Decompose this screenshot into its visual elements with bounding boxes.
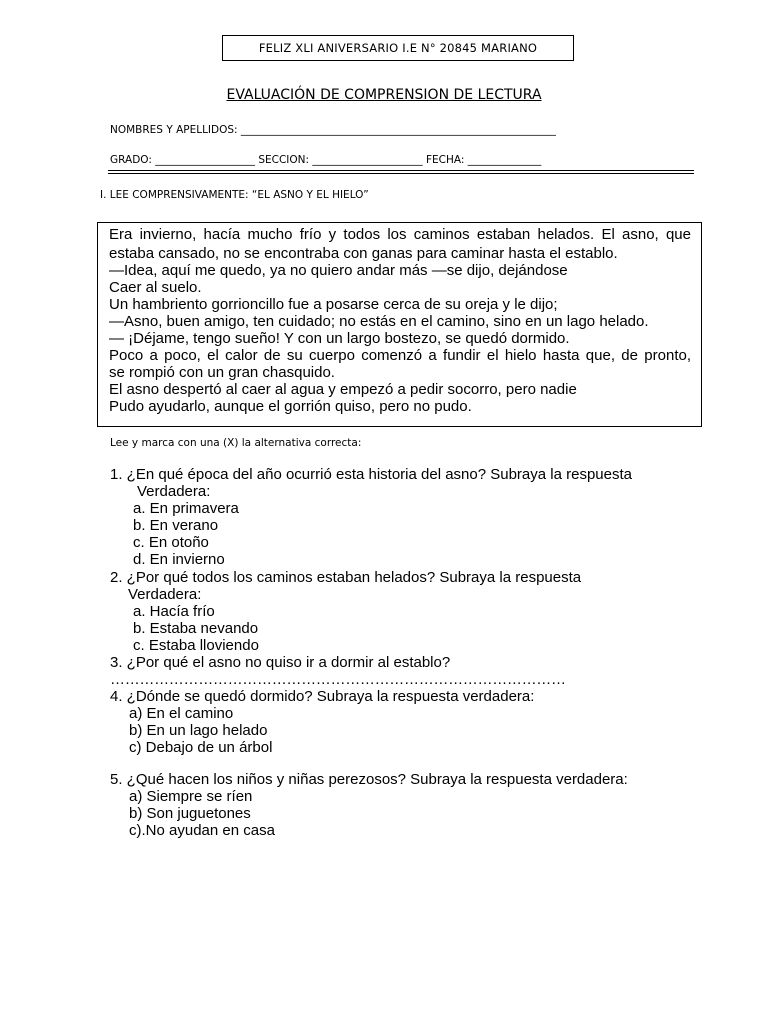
story-line: Caer al suelo. xyxy=(109,279,202,296)
question-4-option-c: c) Debajo de un árbol xyxy=(129,739,273,756)
question-2-option-c: c. Estaba lloviendo xyxy=(133,637,259,654)
story-line: —Idea, aquí me quedo, ya no quiero andar más —se dijo, dejándose xyxy=(109,262,568,279)
story-line: se rompió con un gran chasquido. xyxy=(109,364,335,381)
question-2-continuation: Verdadera: xyxy=(128,586,202,603)
question-3-answer-line: ………………………………………………………………………………… xyxy=(110,671,566,688)
section-heading: I. LEE COMPRENSIVAMENTE: “EL ASNO Y EL HIELO” xyxy=(100,189,369,201)
question-1-option-c: c. En otoño xyxy=(133,534,209,551)
question-4-option-b: b) En un lago helado xyxy=(129,722,268,739)
instruction-text: Lee y marca con una (X) la alternativa correcta: xyxy=(110,437,362,449)
page-title: EVALUACIÓN DE COMPRENSION DE LECTURA xyxy=(226,87,542,103)
story-line: Pudo ayudarlo, aunque el gorrión quiso, pero no pudo. xyxy=(109,398,472,415)
question-4: 4. ¿Dónde se quedó dormido? Subraya la respuesta verdadera: xyxy=(110,688,535,705)
story-line: El asno despertó al caer al agua y empezó a pedir socorro, pero nadie xyxy=(109,381,577,398)
question-1-continuation: Verdadera: xyxy=(137,483,211,500)
names-field: NOMBRES Y APELLIDOS: ____________________________________________________________ xyxy=(110,124,556,136)
story-line: estaba cansado, no se encontraba con ganas para caminar hasta el establo. xyxy=(109,245,618,262)
question-5-option-a: a) Siempre se ríen xyxy=(129,788,253,805)
story-line: —Asno, buen amigo, ten cuidado; no estás en el camino, sino en un lago helado. xyxy=(109,313,649,330)
question-2-option-b: b. Estaba nevando xyxy=(133,620,259,637)
question-4-option-a: a) En el camino xyxy=(129,705,234,722)
question-1-option-b: b. En verano xyxy=(133,517,219,534)
question-1-option-d: d. En invierno xyxy=(133,551,225,568)
grade-section-date-field: GRADO: ___________________ SECCION: _____________________ FECHA: ______________ xyxy=(110,154,542,166)
story-line: Poco a poco, el calor de su cuerpo comenzó a fundir el hielo hasta que, de pronto, xyxy=(109,347,691,364)
question-5: 5. ¿Qué hacen los niños y niñas perezosos? Subraya la respuesta verdadera: xyxy=(110,771,628,788)
story-box xyxy=(97,222,702,427)
divider-line-top xyxy=(108,170,694,171)
question-3: 3. ¿Por qué el asno no quiso ir a dormir al establo? xyxy=(110,654,451,671)
question-2: 2. ¿Por qué todos los caminos estaban helados? Subraya la respuesta xyxy=(110,569,582,586)
question-5-option-c: c).No ayudan en casa xyxy=(129,822,275,839)
divider-line-bottom xyxy=(108,173,694,174)
story-line: — ¡Déjame, tengo sueño! Y con un largo bostezo, se quedó dormido. xyxy=(109,330,570,347)
story-line: Un hambriento gorrioncillo fue a posarse cerca de su oreja y le dijo; xyxy=(109,296,558,313)
anniversary-banner: FELIZ XLI ANIVERSARIO I.E N° 20845 MARIANO xyxy=(222,35,574,61)
question-1-option-a: a. En primavera xyxy=(133,500,239,517)
question-2-option-a: a. Hacía frío xyxy=(133,603,215,620)
question-1: 1. ¿En qué época del año ocurrió esta historia del asno? Subraya la respuesta xyxy=(110,466,632,483)
story-line: Era invierno, hacía mucho frío y todos los caminos estaban helados. El asno, que xyxy=(109,226,691,243)
question-5-option-b: b) Son juguetones xyxy=(129,805,251,822)
